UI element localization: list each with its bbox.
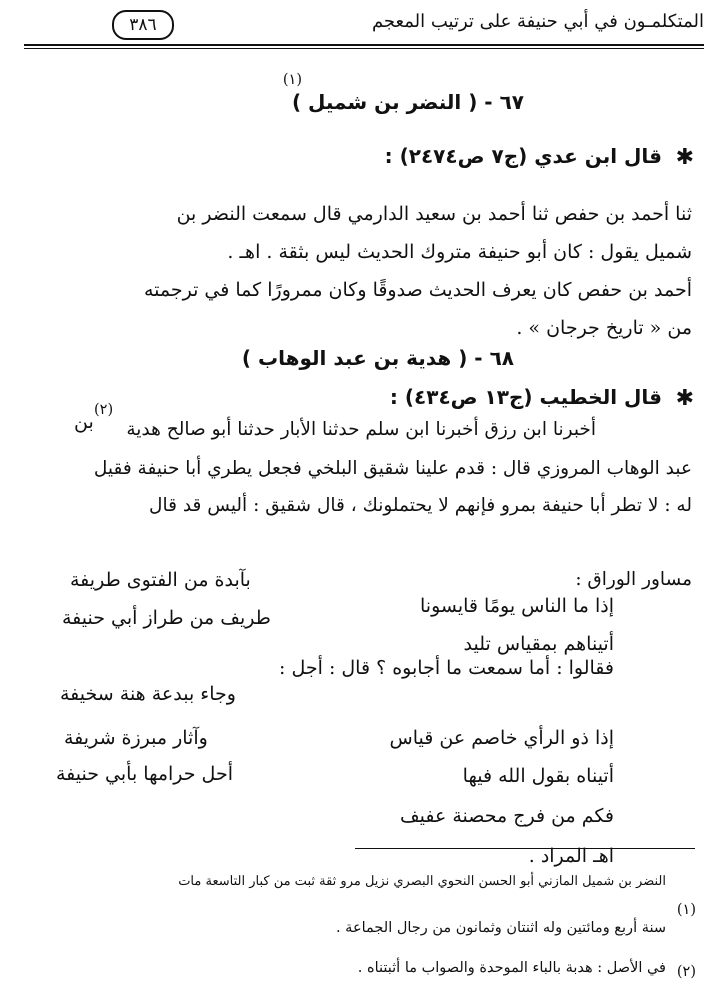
footnote-text: سنة أربع ومائتين وله اثنتان وثمانون من رجال الجماعة .: [335, 920, 666, 936]
footnote-label: (١): [676, 902, 696, 918]
verse-left: وآثار مبرزة شريفة: [64, 727, 208, 749]
text-line: أخبرنا ابن رزق أخبرنا ابن سلم حدثنا الأبار حدثنا أبو صالح هدية: [126, 419, 596, 440]
text-line: شميل يقول : كان أبو حنيفة متروك الحديث ليس بثقة . اهـ .: [227, 241, 692, 263]
verse-right: أتيناهم بمقياس تليد: [463, 633, 614, 655]
footnote-rule: [355, 848, 695, 849]
verse-left: وجاء ببدعة هنة سخيفة: [60, 683, 236, 705]
entry-67-heading: ٦٧ - ( النضر بن شميل ): [291, 90, 524, 114]
text-line: مساور الوراق :: [575, 569, 692, 590]
verse-left: طريف من طراز أبي حنيفة: [62, 607, 271, 629]
end-marker: اهـ المراد .: [528, 845, 614, 867]
star-icon: ✱: [675, 145, 694, 170]
header-rule: [24, 44, 704, 46]
source-ibn-adi: قال ابن عدي (ج٧ ص٢٤٧٤) :: [384, 144, 662, 168]
text-line: ثنا أحمد بن حفص ثنا أحمد بن سعيد الدارمي قال سمعت النضر بن: [176, 203, 692, 225]
text-line: أحمد بن حفص كان يعرف الحديث صدوقًا وكان ممرورًا كما في ترجمته: [143, 279, 692, 301]
entry-67-note-ref: (١): [282, 72, 302, 88]
text-line: عبد الوهاب المروزي قال : قدم علينا شقيق البلخي فجعل يطري أبا حنيفة فقيل: [93, 458, 692, 479]
star-icon: ✱: [675, 386, 694, 411]
footnote-label: (٢): [676, 964, 696, 980]
footnote-text: في الأصل : هدبة بالباء الموحدة والصواب ما أثبتناه .: [357, 960, 666, 976]
verse-right: إذا ذو الرأي خاصم عن قياس: [389, 727, 614, 749]
verse-right: فكم من فرج محصنة عفيف: [399, 805, 614, 827]
footnote-text: النضر بن شميل المازني أبو الحسن النحوي البصري نزيل مرو ثقة ثبت من كبار التاسعة مات: [178, 874, 666, 889]
page-number: ٣٨٦: [112, 10, 174, 40]
running-title: المتكلمـون في أبي حنيفة على ترتيب المعجم: [371, 11, 704, 32]
verse-right: إذا ما الناس يومًا قايسونا: [420, 595, 614, 617]
entry-68-heading: ٦٨ - ( هدية بن عبد الوهاب ): [241, 346, 514, 370]
text-line: له : لا تطر أبا حنيفة بمرو فإنهم لا يحتملونك ، قال شقيق : أليس قد قال: [149, 495, 692, 516]
footnote-ref-2: (٢): [94, 402, 114, 418]
verse-left: بآبدة من الفتوى طريفة: [70, 569, 251, 591]
header-rule-thin: [24, 48, 704, 49]
text-line-bin: بن: [74, 411, 94, 433]
text-line: من « تاريخ جرجان » .: [516, 317, 692, 339]
verse-right: أتيناه بقول الله فيها: [462, 765, 614, 787]
verse-left: أحل حرامها بأبي حنيفة: [56, 763, 233, 785]
source-khatib: قال الخطيب (ج١٣ ص٤٣٤) :: [389, 385, 662, 409]
question-line: فقالوا : أما سمعت ما أجابوه ؟ قال : أجل :: [279, 657, 614, 679]
